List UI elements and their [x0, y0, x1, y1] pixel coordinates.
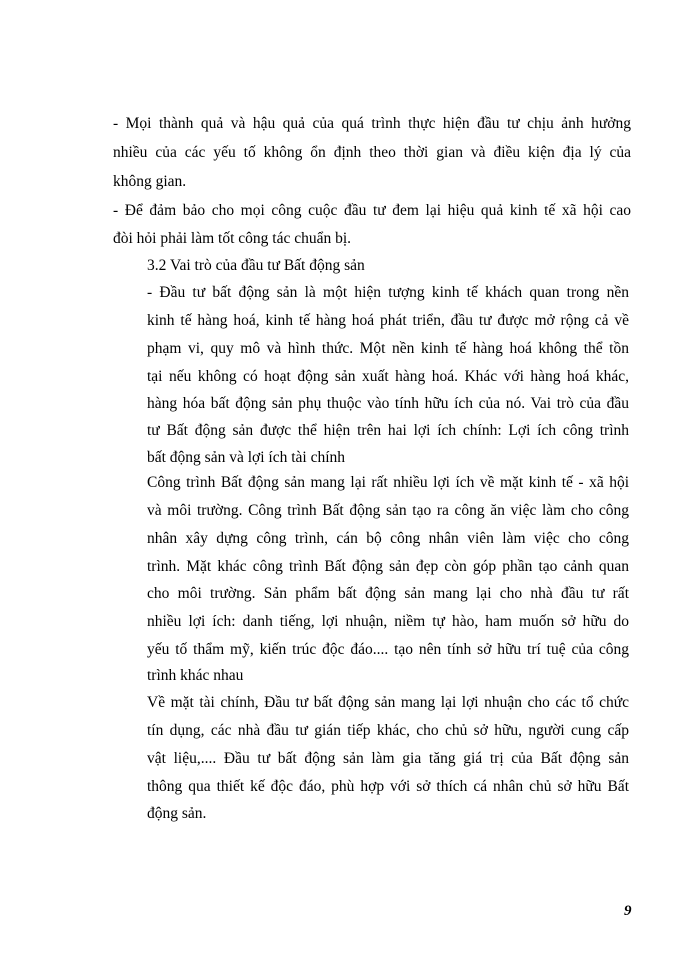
- text-line: cho môi trường. Sản phẩm bất động sản mang lại cho nhà đầu tư rất: [147, 585, 629, 602]
- page-number: 9: [624, 903, 632, 919]
- text-line: tại nếu không có hoạt động sản xuất hàng hoá. Khác với hàng hoá khác,: [147, 368, 629, 385]
- text-line: nhân xây dựng công trình, cán bộ công nhân viên làm việc cho công: [147, 530, 629, 547]
- text-line: trình khác nhau: [147, 667, 244, 684]
- text-line: nhiều lợi ích: danh tiếng, lợi nhuận, niềm tự hào, ham muốn sở hữu do: [147, 613, 629, 630]
- text-line: Về mặt tài chính, Đầu tư bất động sản mang lại lợi nhuận cho các tổ chức: [147, 694, 629, 711]
- text-line: Công trình Bất động sản mang lại rất nhiều lợi ích về mặt kinh tế - xã hội: [147, 474, 629, 491]
- text-line: - Mọi thành quả và hậu quả của quá trình thực hiện đầu tư chịu ảnh hưởng: [113, 115, 631, 132]
- text-line: không gian.: [113, 173, 187, 190]
- text-line: động sản.: [147, 805, 207, 822]
- text-line: hàng hóa bất động sản phụ thuộc vào tính hữu ích của nó. Vai trò của đầu: [147, 395, 629, 412]
- text-line: bất động sản và lợi ích tài chính: [147, 449, 346, 466]
- section-heading: 3.2 Vai trò của đầu tư Bất động sản: [147, 257, 365, 274]
- text-line: trình. Mặt khác công trình Bất động sản đẹp còn góp phần tạo cảnh quan: [147, 558, 629, 575]
- text-line: - Đầu tư bất động sản là một hiện tượng kinh tế khách quan trong nền: [147, 284, 629, 301]
- text-line: - Để đảm bảo cho mọi công cuộc đầu tư đem lại hiệu quả kinh tế xã hội cao: [113, 202, 631, 219]
- text-line: tín dụng, các nhà đầu tư gián tiếp khác, cho chủ sở hữu, người cung cấp: [147, 722, 629, 739]
- text-line: kinh tế hàng hoá, kinh tế hàng hoá phát triển, đầu tư được mở rộng cả về: [147, 312, 629, 329]
- text-line: nhiều của các yếu tố không ổn định theo thời gian và điều kiện địa lý của: [113, 144, 631, 161]
- text-line: và môi trường. Công trình Bất động sản tạo ra công ăn việc làm cho công: [147, 502, 629, 519]
- text-line: phạm vi, quy mô và hình thức. Một nền kinh tế hàng hoá không thể tồn: [147, 340, 629, 357]
- text-line: vật liệu,.... Đầu tư bất động sản làm gia tăng giá trị của Bất động sản: [147, 750, 629, 767]
- text-line: yếu tố thẩm mỹ, kiến trúc độc đáo.... tạo nên tính sở hữu trí tuệ của công: [147, 641, 629, 658]
- text-line: đòi hỏi phải làm tốt công tác chuẩn bị.: [113, 230, 352, 247]
- text-line: tư Bất động sản được thể hiện trên hai lợi ích chính: Lợi ích công trình: [147, 422, 629, 439]
- text-line: thông qua thiết kế độc đáo, phù hợp với sở thích cá nhân chủ sở hữu Bất: [147, 778, 629, 795]
